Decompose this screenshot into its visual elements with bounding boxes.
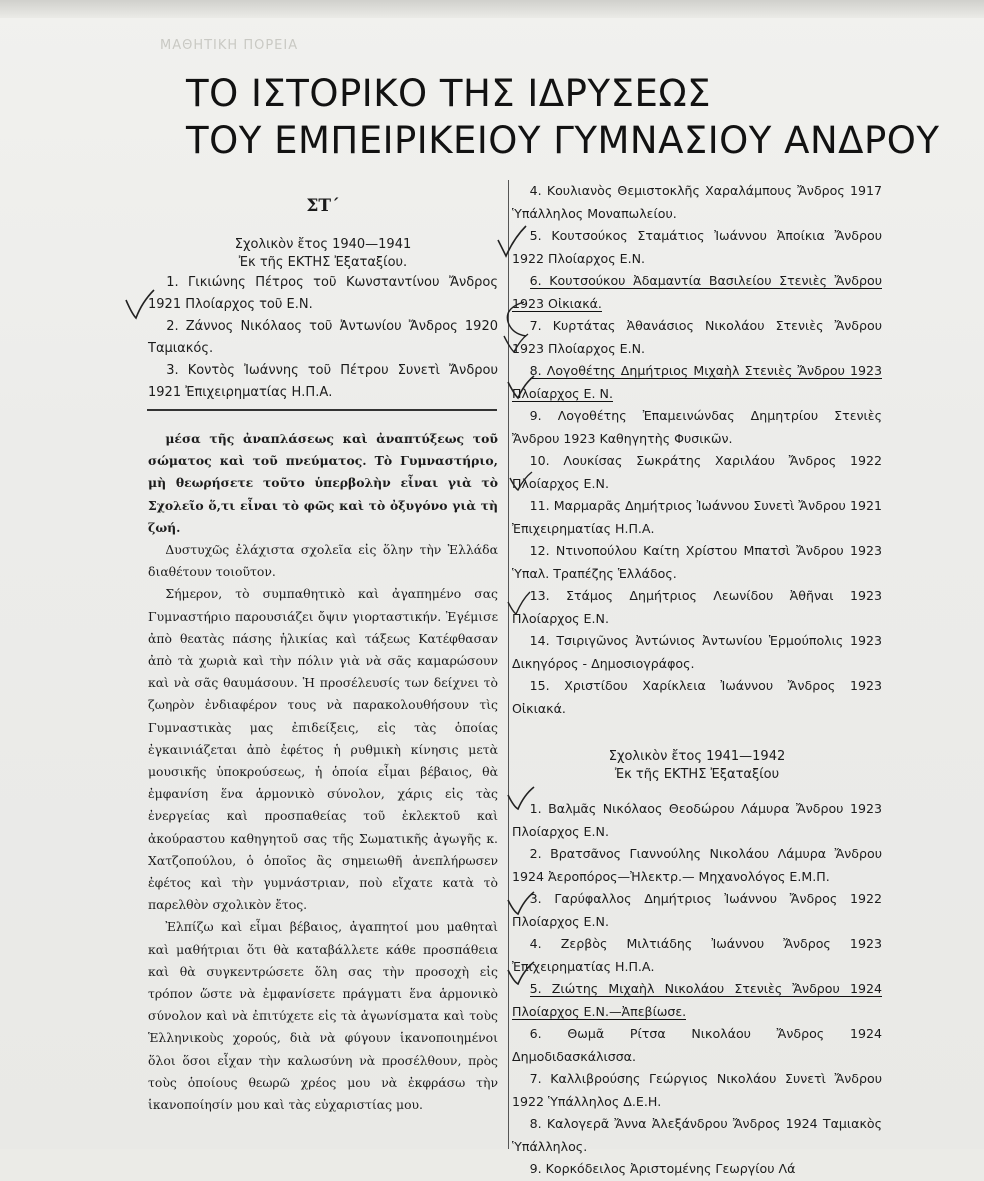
list-item: 4. Ζερβὸς Μιλτιάδης Ἰωάννου Ἄνδρος 1923 Ἐπιχειρηματίας Η.Π.Α. <box>512 936 882 974</box>
list-item: 7. Κυρτάτας Ἀθανάσιος Νικολάου Στενιὲς Ἄνδρου 1923 Πλοίαρχος Ε.Ν. <box>512 318 882 356</box>
list-item: 10. Λουκίσας Σωκράτης Χαριλάου Ἄνδρος 1922 Πλοίαρχος Ε.Ν. <box>512 453 882 491</box>
list-item: 9. Κορκόδειλος Ἀριστομένης Γεωργίου Λά <box>529 1161 796 1176</box>
paragraph: Σήμερον, τὸ συμπαθητικὸ καὶ ἀγαπημένο σας Γυμναστήριο παρουσιάζει ὄψιν γιορταστικήν. Ἐγέμισε ἀπὸ θεατὰς πάσης ἡλικίας καὶ τάξεως Κατέφθασαν ἀπὸ τὰ χωριὰ καὶ τὴν πόλιν γιὰ νὰ σᾶς καμαρώσουν καὶ νὰ σᾶς θαυμάσουν. Ἡ προσέλευσίς των δείχνει τὸ ζωηρὸν ἐνδιαφέρον τους νὰ παρακολουθήσουν τὶς Γυμναστικὰς μας ἐπιδείξεις, εἰς τὰς ὁποίας ἐγκαινιάζεται ἀπὸ ἐφέτος ἡ ρυθμικὴ κίνησις μετὰ μουσικῆς ὑποκρούσεως, ἡ ὁποία εἶμαι βέβαιος, θὰ ἐμφανίση ἕνα ἁρμονικὸ σύνολον, χάρις εἰς τὰς ἐνεργείας καὶ προσπαθείας τοῦ ἐκλεκτοῦ καὶ ἀκούραστου καθηγητοῦ σας τῆς Σωματικῆς ἀγωγῆς κ. Χατζοπούλου, ὁ ὁποῖος ἂς σημειωθῆ ἀνεπλήρωσεν ἐφέτος καὶ τὴν γυμνάστριαν, ποὺ εἴχατε κατὰ τὸ παρελθὸν σχολικὸν ἔτος. <box>148 586 498 913</box>
title-line-1: ΤΟ ΙΣΤΟΡΙΚΟ ΤΗΣ ΙΔΡΥΣΕΩΣ <box>186 72 711 115</box>
left-column-list <box>148 190 498 404</box>
title-line-2: ΤΟΥ ΕΜΠΕΙΡΙΚΕΙΟΥ ΓΥΜΝΑΣΙΟΥ ΑΝΔΡΟΥ <box>186 119 940 162</box>
list-item: 11. Μαρμαρᾶς Δημήτριος Ἰωάννου Συνετὶ Ἄνδρου 1921 Ἐπιχειρηματίας Η.Π.Α. <box>512 498 882 536</box>
check-mark-icon <box>494 224 528 260</box>
check-mark-icon <box>506 785 536 811</box>
underlined-text: 5. Ζιώτης Μιχαὴλ Νικολάου Στενιὲς Ἄνδρου 1924 Πλοίαρχος Ε.Ν.—Ἀπεβίωσε. <box>512 981 882 1019</box>
list-item: 6. Θωμᾶ Ρίτσα Νικολάου Ἄνδρος 1924 Δημοδιδασκάλισσα. <box>512 1026 882 1064</box>
horizontal-divider <box>147 409 497 411</box>
scan-shadow <box>0 0 984 18</box>
year-heading-1941-line1: Σχολικὸν ἔτος 1941—1942 <box>608 749 786 764</box>
list-item: 2. Ζάννος Νικόλαος τοῦ Ἀντωνίου Ἄνδρος 1920 Ταμιακός. <box>148 319 498 356</box>
year-heading-1940-line2: Ἐκ τῆς ΕΚΤΗΣ Ἐξαταξίου. <box>238 255 408 270</box>
check-mark-icon <box>506 960 536 986</box>
year-heading-1940-line1: Σχολικὸν ἔτος 1940—1941 <box>234 237 412 252</box>
list-item: 15. Χριστίδου Χαρίκλεια Ἰωάννου Ἄνδρος 1923 Οἰκιακά. <box>512 678 882 716</box>
list-item: 3. Κοντὸς Ἰωάννης τοῦ Πέτρου Συνετὶ Ἄνδρου 1921 Ἐπιχειρηματίας Η.Π.Α. <box>148 363 498 400</box>
check-mark-icon <box>506 890 536 916</box>
list-item: 12. Ντινοπούλου Καίτη Χρίστου Μπατσὶ Ἄνδρου 1923 Ὑπαλ. Τραπέζης Ἑλλάδος. <box>512 543 882 581</box>
check-mark-icon <box>506 590 532 616</box>
list-item: 7. Καλλιβρούσης Γεώργιος Νικολάου Συνετὶ Ἄνδρου 1922 Ὑπάλληλος Δ.Ε.Η. <box>512 1071 882 1109</box>
list-item-underlined <box>512 360 882 405</box>
bleed-through-header: ΜΑΘΗΤΙΚΗ ΠΟΡΕΙΑ <box>160 38 299 53</box>
list-item: 1. Βαλμᾶς Νικόλαος Θεοδώρου Λάμυρα Ἄνδρου 1923 Πλοίαρχος Ε.Ν. <box>512 801 882 839</box>
paragraph: Δυστυχῶς ἐλάχιστα σχολεῖα εἰς ὅλην τὴν Ἑλλάδα διαθέτουν τοιοῦτον. <box>148 542 498 580</box>
section-heading: ΣΤ΄ <box>306 196 340 216</box>
list-item: 14. Τσιριγῶνος Ἀντώνιος Ἀντωνίου Ἑρμούπολις 1923 Δικηγόρος - Δημοσιογράφος. <box>512 633 882 671</box>
list-item-underlined <box>512 270 882 315</box>
list-item: 2. Βρατσᾶνος Γιαννούλης Νικολάου Λάμυρα Ἄνδρου 1924 Ἀεροπόρος—Ἠλεκτρ.— Μηχανολόγος Ε.Μ.Π. <box>512 846 882 884</box>
article-title <box>186 70 940 164</box>
paragraph: μέσα τῆς ἀναπλάσεως καὶ ἀναπτύξεως τοῦ σώματος καὶ τοῦ πνεύματος. Τὸ Γυμναστήριο, μὴ θεωρήσετε τοῦτο ὑπερβολὴν εἶναι γιὰ τὸ Σχολεῖο ὅ,τι εἶναι τὸ φῶς καὶ τὸ ὀξυγόνο γιὰ τὴ ζωή. <box>148 431 498 535</box>
paragraph: Ἐλπίζω καὶ εἶμαι βέβαιος, ἀγαπητοί μου μαθηταὶ καὶ μαθήτριαι ὅτι θὰ καταβάλλετε κάθε προσπάθεια καὶ θὰ συγκεντρώσετε ὅλη σας τὴν προσοχὴ εἰς τρόπον ὥστε νὰ ἐμφανίσετε πράγματι ἕνα ἁρμονικὸ σύνολον καὶ νὰ ἐπιτύχετε εἰς τὰ ἀγωνίσματα καὶ τοὺς Ἑλληνικοὺς χορούς, διὰ νὰ φύγουν ἱκανοποιημένοι ὅλοι ὅσοι εἶχαν τὴν καλωσύνη νὰ προσέλθουν, πρὸς τοὺς ὁποίους θεωρῶ χρέος μου νὰ ἐκφράσω τὴν ἱκανοποίησίν μου καὶ τὰς εὐχαριστίας μου. <box>148 919 498 1113</box>
check-mark-icon <box>122 288 156 322</box>
spacer <box>512 784 882 798</box>
list-item: 4. Κουλιανὸς Θεμιστοκλῆς Χαραλάμπους Ἄνδρος 1917 Ὑπάλληλος Μοναπωλείου. <box>512 183 882 221</box>
year-heading-1941-line2: Ἐκ τῆς ΕΚΤΗΣ Ἐξαταξίου <box>614 767 780 782</box>
check-mark-icon <box>508 468 534 492</box>
list-item: 1. Γικιώνης Πέτρος τοῦ Κωνσταντίνου Ἄνδρος 1921 Πλοίαρχος τοῦ Ε.Ν. <box>148 275 498 312</box>
speech-text <box>148 428 498 1116</box>
underlined-text: 6. Κουτσούκου Ἀδαμαντία Βασιλείου Στενιὲς Ἄνδρου 1923 Οἰκιακά. <box>512 273 882 311</box>
right-column-list <box>512 180 882 1181</box>
list-item: 8. Καλογερᾶ Ἄννα Ἀλεξάνδρου Ἄνδρος 1924 Ταμιακὸς Ὑπάλληλος. <box>512 1116 882 1154</box>
list-item: 3. Γαρύφαλλος Δημήτριος Ἰωάννου Ἄνδρος 1922 Πλοίαρχος Ε.Ν. <box>512 891 882 929</box>
list-item: 5. Κουτσούκος Σταμάτιος Ἰωάννου Ἀποίκια Ἄνδρου 1922 Πλοίαρχος Ε.Ν. <box>512 228 882 266</box>
list-item-underlined <box>512 978 882 1023</box>
check-mark-icon <box>506 372 536 400</box>
list-item: 13. Στάμος Δημήτριος Λεωνίδου Ἀθῆναι 1923 Πλοίαρχος Ε.Ν. <box>512 588 882 626</box>
list-item: 9. Λογοθέτης Ἐπαμεινώνδας Δημητρίου Στενιὲς Ἄνδρου 1923 Καθηγητὴς Φυσικῶν. <box>512 408 882 446</box>
check-mark-icon <box>500 330 530 356</box>
underlined-text: 8. Λογοθέτης Δημήτριος Μιχαὴλ Στενιὲς Ἄνδρου 1923 Πλοίαρχος Ε. Ν. <box>512 363 882 401</box>
